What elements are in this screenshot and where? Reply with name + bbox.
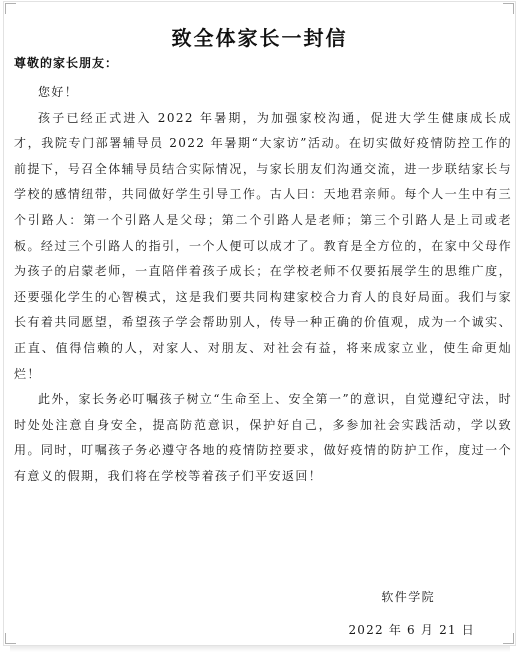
letter-salutation: 尊敬的家长朋友： — [14, 56, 119, 70]
letter-body — [14, 80, 512, 490]
page-corner-mark — [5, 3, 16, 14]
page-corner-mark — [5, 633, 16, 644]
letter-title: 致全体家长一封信 — [171, 26, 348, 50]
letter-signature: 软件学院 — [381, 590, 435, 604]
letter-page — [3, 1, 516, 646]
letter-paragraph-1: 孩子已经正式进入 2022 年暑期，为加强家校沟通，促进大学生健康成长成才，我院专门部署辅导员 2022 年暑期“大家访”活动。在切实做好疫情防控工作的前提下，号召全体辅导员结合实际情况，与家长朋友们沟通交流，进一步联结家长与学校的感情纽带，共同做好学生引导工作。古人曰：天地君亲师。每个人一生中有三个引路人：第一个引路人是父母；第二个引路人是老师；第三个引路人是上司或老板。经过三个引路人的指引，一个人便可以成才了。教育是全方位的，在家中父母作为孩子的启蒙老师，一直陪伴着孩子成长；在学校老师不仅要拓展学生的思维广度，还要强化学生的心智模式，这是我们要共同构建家校合力育人的良好局面。我们与家长有着共同愿望，希望孩子学会帮助别人，传导一种正确的价值观，成为一个诚实、正直、值得信赖的人，对家人、对朋友、对社会有益，将来成家立业，使生命更灿烂！ — [14, 110, 512, 381]
page-corner-mark — [503, 3, 514, 14]
letter-paragraph-2: 此外，家长务必叮嘱孩子树立“生命至上、安全第一”的意识，自觉遵纪守法，时时处处注意自身安全，提高防范意识，保护好自己，多参加社会实践活动，学以致用。同时，叮嘱孩子务必遵守各地的疫情防控要求，做好疫情的防护工作，度过一个有意义的假期，我们将在学校等着孩子们平安返回！ — [14, 392, 512, 483]
page-shadow — [10, 646, 510, 652]
letter-greeting: 您好！ — [38, 85, 79, 99]
letter-date: 2022 年 6 月 21 日 — [348, 623, 475, 637]
page-corner-mark — [503, 633, 514, 644]
